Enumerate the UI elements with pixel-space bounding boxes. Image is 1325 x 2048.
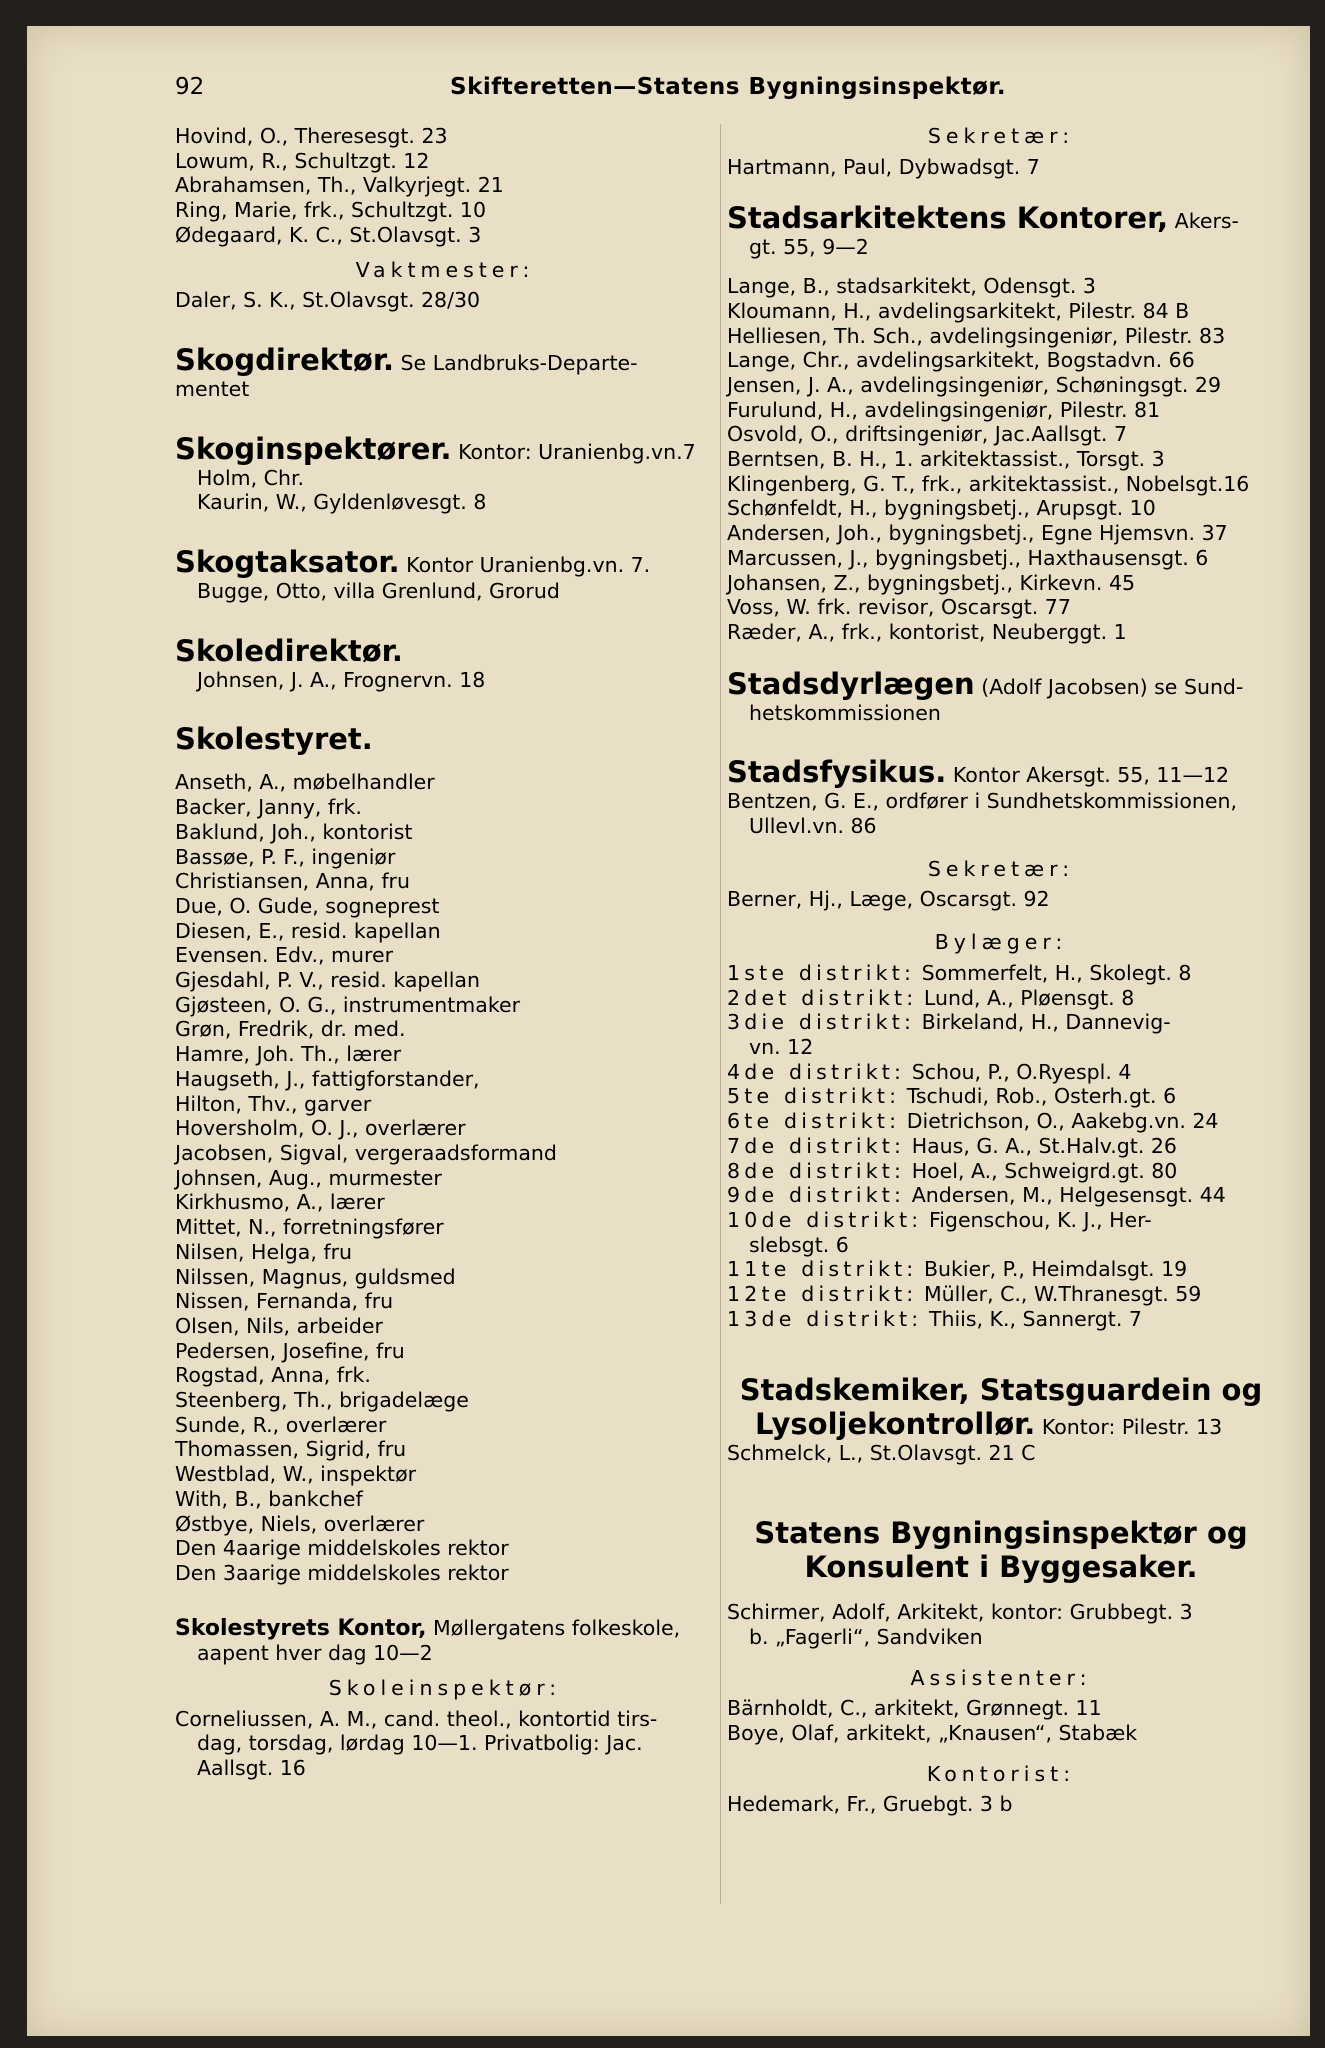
list-item: Hilton, Thv., garver bbox=[175, 1091, 372, 1116]
list-item: Bentzen, G. E., ordfører i Sundhetskommissionen, bbox=[727, 789, 1238, 814]
list-item: Ødegaard, K. C., St.Olavsgt. 3 bbox=[175, 222, 482, 247]
section-text: (Adolf Jacobsen) se Sund- bbox=[981, 674, 1244, 699]
list-item: Holm, Chr. bbox=[197, 465, 305, 490]
district-row bbox=[727, 961, 1275, 986]
list-item: Diesen, E., resid. kapellan bbox=[175, 918, 441, 943]
list-item: Jacobsen, Sigval, vergeraadsformand bbox=[175, 1140, 557, 1165]
list-item: Corneliussen, A. M., cand. theol., kontortid tirs- bbox=[175, 1706, 658, 1731]
left-top-entries bbox=[175, 124, 715, 248]
list-item: Berntsen, B. H., 1. arkitektassist., Torsgt. 3 bbox=[727, 447, 1165, 472]
section-text-cont: aapent hver dag 10—2 bbox=[197, 1641, 433, 1666]
list-item: Den 3aarige middelskoles rektor bbox=[175, 1560, 509, 1585]
section-title: Statens Bygningsinspektør og bbox=[754, 1516, 1248, 1551]
section-title: Stadsarkitektens Kontorer, bbox=[727, 201, 1169, 236]
left-column bbox=[175, 124, 715, 1781]
list-item: Boye, Olaf, arkitekt, „Knausen“, Stabæk bbox=[727, 1720, 1138, 1745]
list-item: Schønfeldt, H., bygningsbetj., Arupsgt. 10 bbox=[727, 496, 1156, 521]
district-doctor: Hoel, A., Schweigrd.gt. 80 bbox=[911, 1158, 1178, 1183]
list-item: Abrahamsen, Th., Valkyrjegt. 21 bbox=[175, 173, 504, 198]
district-row bbox=[727, 1282, 1275, 1307]
section-text: Se Landbruks-Departe- bbox=[400, 350, 638, 375]
section-title: Skoledirektør. bbox=[175, 633, 403, 668]
district-doctor: Thiis, K., Sannergt. 7 bbox=[928, 1306, 1142, 1331]
list-item: Marcussen, J., bygningsbetj., Haxthausensgt. 6 bbox=[727, 545, 1209, 570]
list-item: Hovind, O., Theresesgt. 23 bbox=[175, 124, 448, 148]
section-stadskemiker bbox=[727, 1373, 1275, 1466]
list-item: Grøn, Fredrik, dr. med. bbox=[175, 1017, 406, 1042]
list-item: Kirkhusmo, A., lærer bbox=[175, 1190, 385, 1215]
district-list bbox=[727, 961, 1275, 1332]
column-divider bbox=[720, 124, 721, 1904]
district-doctor: Haus, G. A., St.Halv.gt. 26 bbox=[911, 1133, 1177, 1158]
list-item: Pedersen, Josefine, fru bbox=[175, 1338, 405, 1363]
list-item: Lange, B., stadsarkitekt, Odensgt. 3 bbox=[727, 274, 1096, 299]
page-header bbox=[145, 74, 1285, 106]
section-title: Stadskemiker, Statsguardein og bbox=[739, 1373, 1263, 1408]
list-item: Westblad, W., inspektør bbox=[175, 1462, 417, 1487]
district-row bbox=[727, 1307, 1275, 1332]
district-doctor: Tschudi, Rob., Osterh.gt. 6 bbox=[906, 1084, 1177, 1109]
staff-list bbox=[727, 274, 1275, 645]
list-item: Nilsen, Helga, fru bbox=[175, 1239, 353, 1264]
list-item: Backer, Janny, frk. bbox=[175, 795, 362, 820]
list-item: Hamre, Joh. Th., lærer bbox=[175, 1042, 402, 1067]
district-row bbox=[727, 1233, 1275, 1258]
district-label: 6te distrikt: bbox=[727, 1109, 901, 1134]
district-label: 7de distrikt: bbox=[727, 1133, 906, 1158]
assistenter-heading: Assistenter: bbox=[910, 1665, 1092, 1690]
list-item: Johansen, Z., bygningsbetj., Kirkevn. 45 bbox=[727, 570, 1136, 595]
section-kontor bbox=[175, 1616, 715, 1666]
list-item: Den 4aarige middelskoles rektor bbox=[175, 1536, 509, 1561]
section-text: Møllergatens folkeskole, bbox=[433, 1615, 681, 1640]
list-item: Gjøsteen, O. G., instrumentmaker bbox=[175, 992, 521, 1017]
list-item: Sunde, R., overlærer bbox=[175, 1412, 387, 1437]
list-item: Evensen. Edv., murer bbox=[175, 943, 394, 968]
district-doctor: slebsgt. 6 bbox=[749, 1232, 849, 1257]
district-label: 1ste distrikt: bbox=[727, 960, 916, 985]
district-row bbox=[727, 1084, 1275, 1109]
list-item: Ullevl.vn. 86 bbox=[749, 814, 877, 839]
district-label: 5te distrikt: bbox=[727, 1084, 901, 1109]
list-item: Voss, W. frk. revisor, Oscarsgt. 77 bbox=[727, 595, 1071, 620]
bylaeger-heading: Bylæger: bbox=[934, 930, 1068, 955]
skoleinspektor-heading: Skoleinspektør: bbox=[328, 1676, 562, 1701]
district-label: 11te distrikt: bbox=[727, 1257, 918, 1282]
list-item: Kloumann, H., avdelingsarkitekt, Pilestr. 84 B bbox=[727, 298, 1190, 323]
vaktmester-heading: Vaktmester: bbox=[355, 257, 535, 282]
district-doctor: Birkeland, H., Dannevig- bbox=[921, 1010, 1171, 1035]
section-title-cont: Lysoljekontrollør. bbox=[755, 1407, 1036, 1442]
list-item: b. „Fagerli“, Sandviken bbox=[749, 1624, 983, 1649]
section-skolestyret bbox=[175, 722, 715, 1585]
running-title: Skifteretten—Statens Bygningsinspektør. bbox=[450, 74, 1007, 100]
list-item: Hoversholm, O. J., overlærer bbox=[175, 1116, 466, 1141]
section-stadsdyrlaegen bbox=[727, 667, 1275, 726]
section-title: Skogtaksator. bbox=[175, 545, 400, 580]
section-skogdirektor bbox=[175, 343, 715, 402]
district-label: 3die distrikt: bbox=[727, 1010, 916, 1035]
section-title: Skolestyret. bbox=[175, 722, 373, 757]
section-stadsarkitekt bbox=[727, 201, 1275, 644]
list-item: Baklund, Joh., kontorist bbox=[175, 819, 413, 844]
section-title: Skoginspektører. bbox=[175, 431, 452, 466]
list-item: Lange, Chr., avdelingsarkitekt, Bogstadvn. 66 bbox=[727, 348, 1195, 373]
list-item: Nilssen, Magnus, guldsmed bbox=[175, 1264, 456, 1289]
list-item: Anseth, A., møbelhandler bbox=[175, 770, 435, 795]
list-item: Furulund, H., avdelingsingeniør, Pilestr. 81 bbox=[727, 397, 1161, 422]
district-doctor: Sommerfelt, H., Skolegt. 8 bbox=[921, 960, 1192, 985]
list-item: Christiansen, Anna, fru bbox=[175, 869, 410, 894]
list-item: Bärnholdt, C., arkitekt, Grønnegt. 11 bbox=[727, 1696, 1102, 1721]
list-item: Andersen, Joh., bygningsbetj., Egne Hjemsvn. 37 bbox=[727, 521, 1228, 546]
district-label: 4de distrikt: bbox=[727, 1059, 906, 1084]
list-item: Johnsen, J. A., Frognervn. 18 bbox=[197, 667, 486, 692]
district-row bbox=[727, 986, 1275, 1011]
section-text: Akers- bbox=[1174, 209, 1239, 234]
list-item: Haugseth, J., fattigforstander, bbox=[175, 1066, 480, 1091]
list-item: Gjesdahl, P. V., resid. kapellan bbox=[175, 968, 480, 993]
district-row bbox=[727, 1257, 1275, 1282]
section-title: Stadsdyrlægen bbox=[727, 666, 975, 701]
district-label: 13de distrikt: bbox=[727, 1306, 923, 1331]
list-item: Østbye, Niels, overlærer bbox=[175, 1511, 425, 1536]
section-text-cont: mentet bbox=[175, 376, 250, 401]
section-text: Kontor Akersgt. 55, 11—12 bbox=[952, 763, 1230, 788]
district-label: 2det distrikt: bbox=[727, 985, 918, 1010]
list-item: Schmelck, L., St.Olavsgt. 21 C bbox=[727, 1441, 1036, 1466]
section-skoginspektorer bbox=[175, 432, 715, 515]
list-item: Thomassen, Sigrid, fru bbox=[175, 1437, 407, 1462]
list-item: Rogstad, Anna, frk. bbox=[175, 1363, 371, 1388]
district-row bbox=[727, 1208, 1275, 1233]
section-office: Kontor Uranienbg.vn. 7. bbox=[406, 553, 651, 578]
district-row bbox=[727, 1159, 1275, 1184]
list-item: Lowum, R., Schultzgt. 12 bbox=[175, 148, 430, 173]
list-item: Aallsgt. 16 bbox=[197, 1756, 306, 1781]
list-item: Due, O. Gude, sogneprest bbox=[175, 893, 440, 918]
district-doctor: Lund, A., Pløensgt. 8 bbox=[923, 985, 1135, 1010]
district-row bbox=[727, 1010, 1275, 1035]
list-item: Schirmer, Adolf, Arkitekt, kontor: Grubbegt. 3 bbox=[727, 1600, 1193, 1625]
list-item: Hartmann, Paul, Dybwadsgt. 7 bbox=[727, 154, 1040, 179]
list-item: Steenberg, Th., brigadelæge bbox=[175, 1388, 469, 1413]
district-doctor: Müller, C., W.Thranesgt. 59 bbox=[923, 1282, 1202, 1307]
district-doctor: Dietrichson, O., Aakebg.vn. 24 bbox=[906, 1109, 1219, 1134]
list-item: Olsen, Nils, arbeider bbox=[175, 1313, 383, 1338]
district-doctor: Schou, P., O.Ryespl. 4 bbox=[911, 1059, 1132, 1084]
district-label: 9de distrikt: bbox=[727, 1183, 906, 1208]
member-list bbox=[175, 770, 715, 1585]
list-item: dag, torsdag, lørdag 10—1. Privatbolig: Jac. bbox=[197, 1731, 643, 1756]
list-item: Nissen, Fernanda, fru bbox=[175, 1289, 394, 1314]
list-item: Bassøe, P. F., ingeniør bbox=[175, 844, 396, 869]
section-title: Skogdirektør. bbox=[175, 342, 395, 377]
district-row bbox=[727, 1060, 1275, 1085]
district-row bbox=[727, 1035, 1275, 1060]
district-label: 12te distrikt: bbox=[727, 1282, 918, 1307]
list-item: Osvold, O., driftsingeniør, Jac.Aallsgt. 7 bbox=[727, 422, 1127, 447]
sekretaer-heading: Sekretær: bbox=[927, 124, 1075, 148]
district-label: 8de distrikt: bbox=[727, 1158, 906, 1183]
list-item: Ræder, A., frk., kontorist, Neuberggt. 1 bbox=[727, 619, 1127, 644]
section-text-cont: hetskommissionen bbox=[749, 700, 941, 725]
district-doctor: vn. 12 bbox=[749, 1034, 814, 1059]
district-doctor: Figenschou, K. J., Her- bbox=[928, 1207, 1152, 1232]
list-item: Berner, Hj., Læge, Oscarsgt. 92 bbox=[727, 887, 1050, 912]
district-row bbox=[727, 1109, 1275, 1134]
section-stadsfysikus bbox=[727, 755, 1275, 1331]
list-item: With, B., bankchef bbox=[175, 1486, 363, 1511]
section-text-cont: gt. 55, 9—2 bbox=[749, 235, 869, 260]
page-number: 92 bbox=[175, 74, 205, 100]
section-skogtaksator bbox=[175, 545, 715, 604]
list-item: Jensen, J. A., avdelingsingeniør, Schøningsgt. 29 bbox=[727, 372, 1222, 397]
right-column bbox=[727, 124, 1275, 1817]
district-row bbox=[727, 1134, 1275, 1159]
list-item: Mittet, N., forretningsfører bbox=[175, 1215, 444, 1240]
list-item: Bugge, Otto, villa Grenlund, Grorud bbox=[197, 579, 560, 604]
list-item: Johnsen, Aug., murmester bbox=[175, 1165, 442, 1190]
kontorist-heading: Kontorist: bbox=[926, 1761, 1076, 1786]
section-title-cont: Konsulent i Byggesaker. bbox=[804, 1550, 1198, 1585]
sekretaer-heading: Sekretær: bbox=[927, 856, 1075, 881]
district-row bbox=[727, 1183, 1275, 1208]
list-item: Kaurin, W., Gyldenløvesgt. 8 bbox=[197, 490, 487, 515]
section-title: Skolestyrets Kontor, bbox=[175, 1615, 427, 1641]
vaktmester-entry: Daler, S. K., St.Olavsgt. 28/30 bbox=[175, 288, 481, 313]
district-doctor: Bukier, P., Heimdalsgt. 19 bbox=[923, 1257, 1188, 1282]
section-office: Kontor: Uranienbg.vn.7 bbox=[458, 439, 696, 464]
district-doctor: Andersen, M., Helgesensgt. 44 bbox=[911, 1183, 1226, 1208]
section-office: Kontor: Pilestr. 13 bbox=[1041, 1415, 1223, 1440]
section-statens bbox=[727, 1516, 1275, 1817]
list-item: Helliesen, Th. Sch., avdelingsingeniør, Pilestr. 83 bbox=[727, 323, 1226, 348]
list-item: Hedemark, Fr., Gruebgt. 3 b bbox=[727, 1792, 1013, 1817]
list-item: Ring, Marie, frk., Schultzgt. 10 bbox=[175, 198, 486, 223]
list-item: Klingenberg, G. T., frk., arkitektassist., Nobelsgt.16 bbox=[727, 471, 1250, 496]
section-skoledirektor bbox=[175, 634, 715, 693]
section-title: Stadsfysikus. bbox=[727, 755, 947, 790]
district-label: 10de distrikt: bbox=[727, 1207, 923, 1232]
